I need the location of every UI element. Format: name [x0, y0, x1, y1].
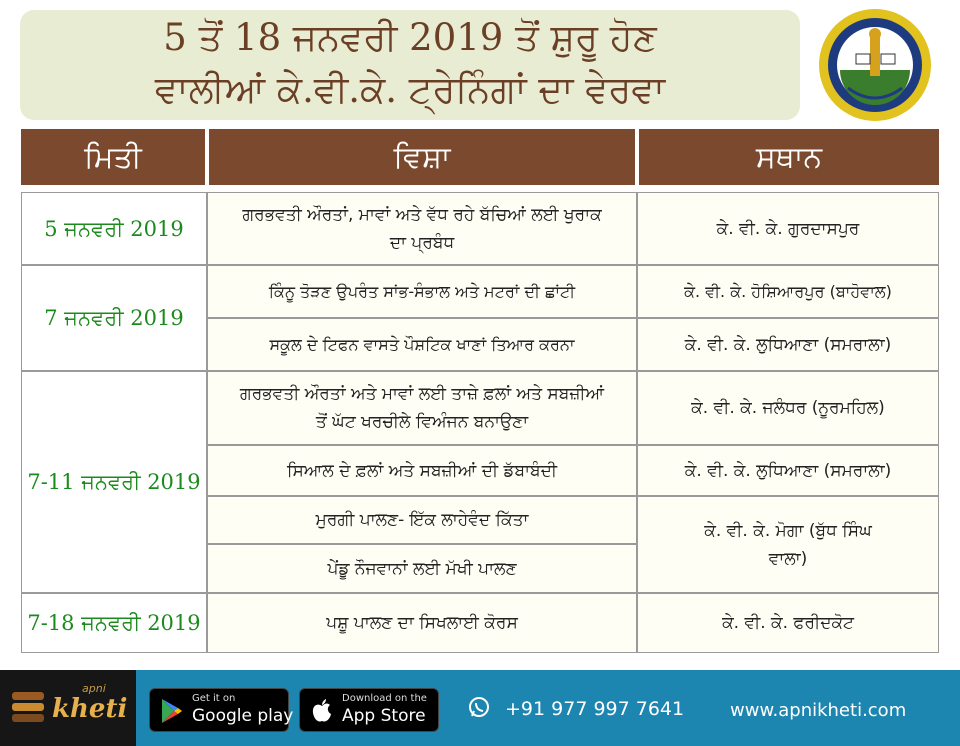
book-stack-icon: [10, 688, 46, 726]
app-store-label: App Store: [342, 706, 426, 726]
google-play-small: Get it on: [192, 693, 236, 704]
date-cell: 7-11 ਜਨਵਰੀ 2019: [21, 371, 207, 593]
subject-cell: ਪੇਂਡੂ ਨੌਜਵਾਨਾਂ ਲਈ ਮੱਖੀ ਪਾਲਣ: [207, 544, 637, 593]
subject-cell: ਸਕੂਲ ਦੇ ਟਿਫਨ ਵਾਸਤੇ ਪੌਸ਼ਟਿਕ ਖਾਣਾਂ ਤਿਆਰ ਕਰਨਾ: [207, 318, 637, 371]
title-line-1: 5 ਤੋਂ 18 ਜਨਵਰੀ 2019 ਤੋਂ ਸ਼ੁਰੂ ਹੋਣ: [163, 16, 657, 59]
phone-number[interactable]: +91 977 997 7641: [505, 698, 685, 720]
title-line-2: ਵਾਲੀਆਂ ਕੇ.ਵੀ.ਕੇ. ਟ੍ਰੇਨਿੰਗਾਂ ਦਾ ਵੇਰਵਾ: [154, 68, 666, 111]
header-date: ਮਿਤੀ: [21, 129, 205, 185]
whatsapp-icon: [468, 696, 490, 718]
place-cell: ਕੇ. ਵੀ. ਕੇ. ਮੋਗਾ (ਬੁੱਧ ਸਿੰਘ ਵਾਲਾ): [637, 496, 939, 593]
title-banner: [20, 10, 800, 120]
google-play-icon: [160, 698, 184, 724]
brand-name: kheti: [52, 694, 128, 724]
subject-cell: ਕਿੰਨੂ ਤੋੜਣ ਉਪਰੰਤ ਸਾਂਭ-ਸੰਭਾਲ ਅਤੇ ਮਟਰਾਂ ਦੀ ਛਾਂਟੀ: [207, 265, 637, 318]
header-subject: ਵਿਸ਼ਾ: [209, 129, 635, 185]
brand-small-text: apni: [82, 682, 106, 695]
subject-cell: ਗਰਭਵਤੀ ਔਰਤਾਂ, ਮਾਵਾਂ ਅਤੇ ਵੱਧ ਰਹੇ ਬੱਚਿਆਂ ਲਈ ਖੁਰਾਕ ਦਾ ਪ੍ਰਬੰਧ: [207, 192, 637, 265]
footer-bar: [0, 670, 960, 746]
website-link[interactable]: www.apnikheti.com: [730, 700, 907, 721]
google-play-button[interactable]: [149, 688, 294, 732]
place-cell: ਕੇ. ਵੀ. ਕੇ. ਗੁਰਦਾਸਪੁਰ: [637, 192, 939, 265]
place-cell: ਕੇ. ਵੀ. ਕੇ. ਫਰੀਦਕੋਟ: [637, 593, 939, 653]
date-cell: 7-18 ਜਨਵਰੀ 2019: [21, 593, 207, 653]
date-cell: 5 ਜਨਵਰੀ 2019: [21, 192, 207, 265]
university-seal-logo: [818, 8, 932, 122]
place-cell: ਕੇ. ਵੀ. ਕੇ. ਜਲੰਧਰ (ਨੂਰਮਹਿਲ): [637, 371, 939, 445]
google-play-label: Google play: [192, 706, 294, 726]
subject-cell: ਪਸ਼ੂ ਪਾਲਣ ਦਾ ਸਿਖਲਾਈ ਕੋਰਸ: [207, 593, 637, 653]
place-cell: ਕੇ. ਵੀ. ਕੇ. ਲੁਧਿਆਣਾ (ਸਮਰਾਲਾ): [637, 445, 939, 496]
apple-icon: [310, 698, 334, 724]
place-cell: ਕੇ. ਵੀ. ਕੇ. ਲੁਧਿਆਣਾ (ਸਮਰਾਲਾ): [637, 318, 939, 371]
place-cell: ਕੇ. ਵੀ. ਕੇ. ਹੋਸ਼ਿਆਰਪੁਰ (ਬਾਹੋਵਾਲ): [637, 265, 939, 318]
subject-cell: ਗਰਭਵਤੀ ਔਰਤਾਂ ਅਤੇ ਮਾਵਾਂ ਲਈ ਤਾਜ਼ੇ ਫ਼ਲਾਂ ਅਤੇ ਸਬਜ਼ੀਆਂ ਤੋਂ ਘੱਟ ਖਰਚੀਲੇ ਵਿਅੰਜਨ ਬਨਾਉਣਾ: [207, 371, 637, 445]
app-store-small: Download on the: [342, 693, 427, 704]
brand-logo[interactable]: [0, 670, 136, 746]
subject-cell: ਮੁਰਗੀ ਪਾਲਣ- ਇੱਕ ਲਾਹੇਵੰਦ ਕਿੱਤਾ: [207, 496, 637, 544]
date-cell: 7 ਜਨਵਰੀ 2019: [21, 265, 207, 371]
app-store-button[interactable]: [299, 688, 439, 732]
header-place: ਸਥਾਨ: [639, 129, 939, 185]
subject-cell: ਸਿਆਲ ਦੇ ਫ਼ਲਾਂ ਅਤੇ ਸਬਜ਼ੀਆਂ ਦੀ ਡੱਬਾਬੰਦੀ: [207, 445, 637, 496]
